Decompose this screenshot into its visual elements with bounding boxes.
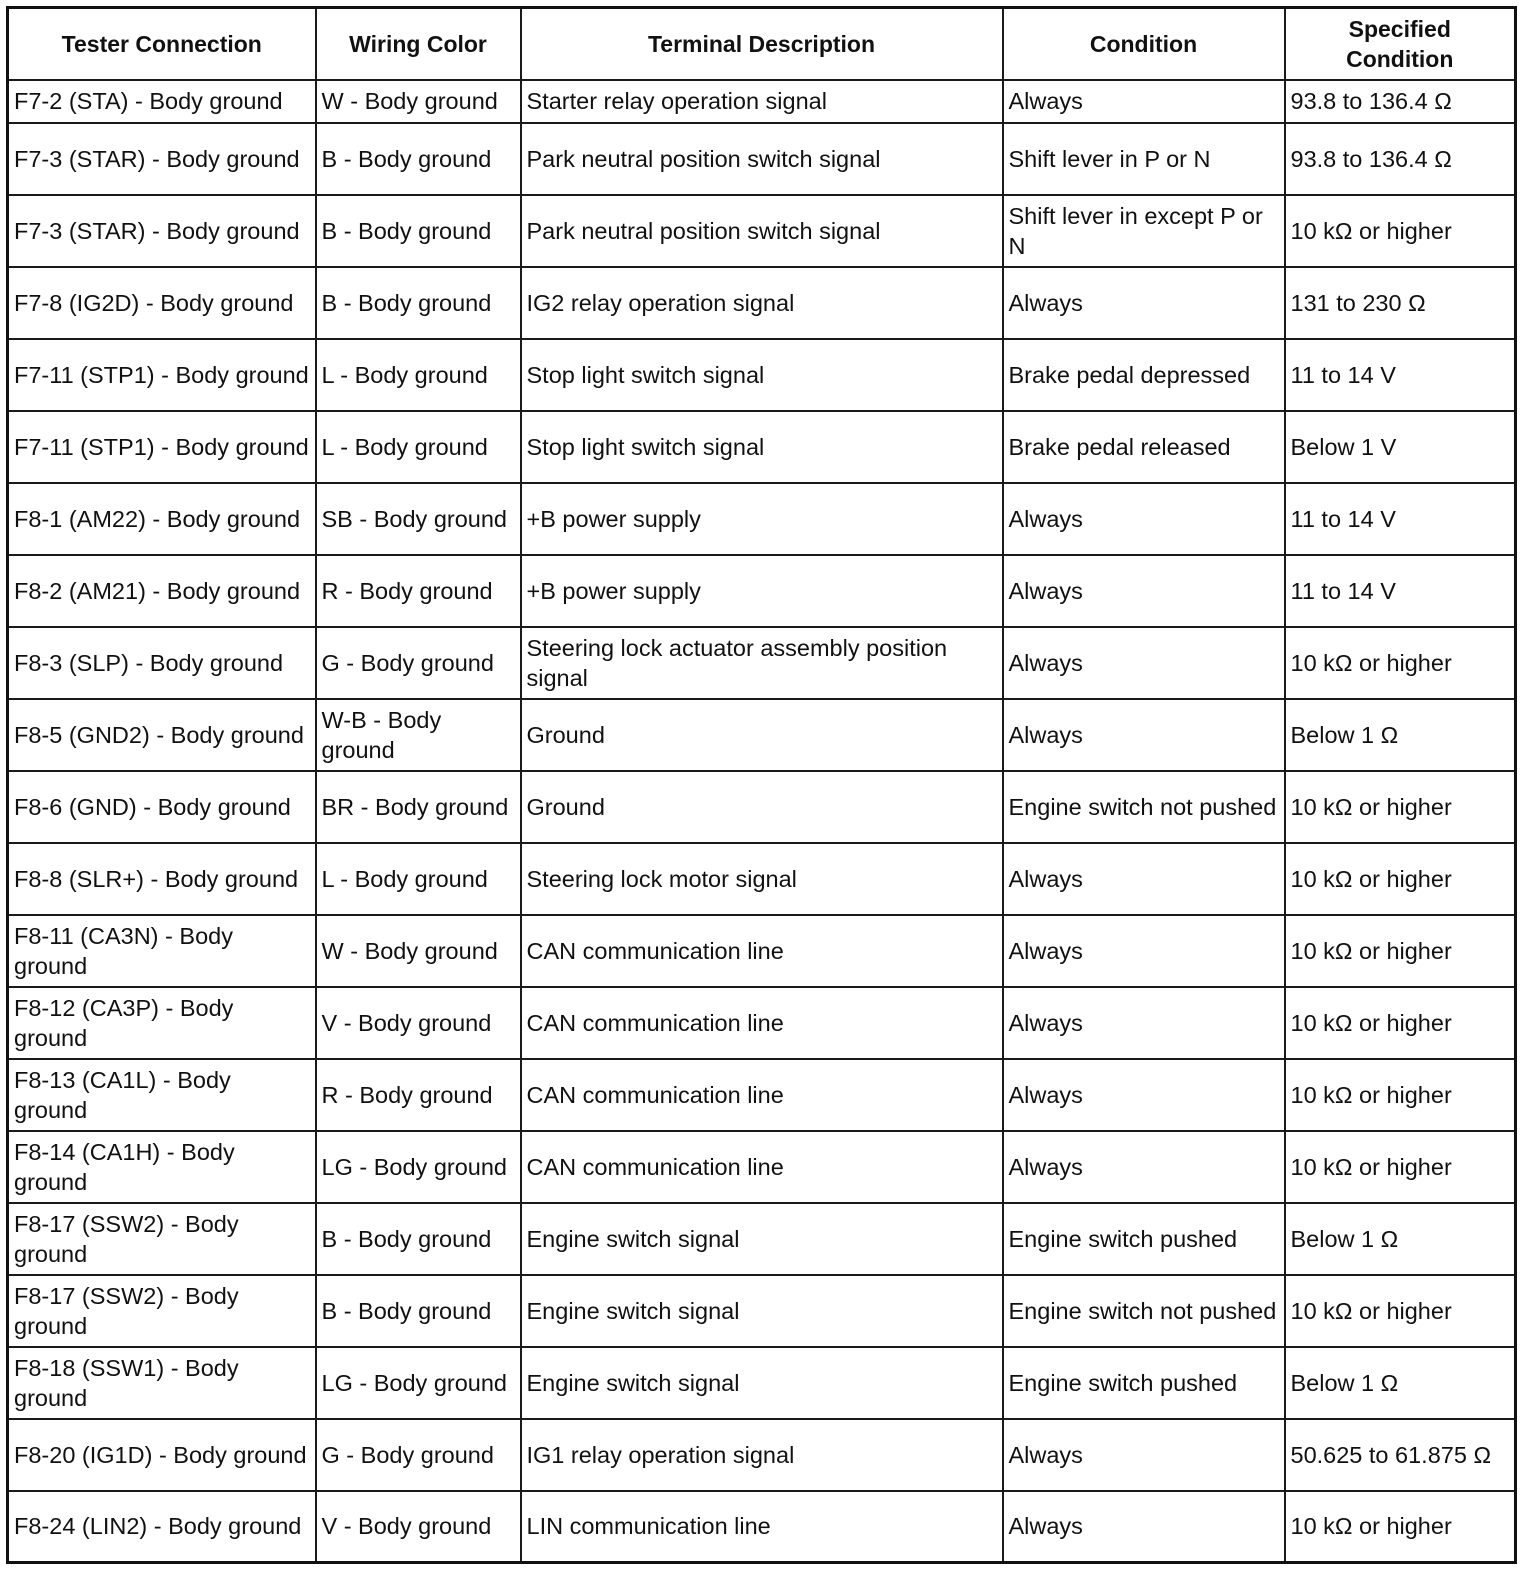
- table-row: [8, 1059, 1516, 1131]
- cell-terminal-description: Engine switch signal: [521, 1347, 1003, 1419]
- table-row: [8, 987, 1516, 1059]
- cell-terminal-description: LIN communication line: [521, 1491, 1003, 1563]
- header-condition: Condition: [1003, 8, 1285, 80]
- table-row: [8, 1491, 1516, 1563]
- table-row: [8, 1131, 1516, 1203]
- cell-wiring-color: L - Body ground: [316, 411, 521, 483]
- cell-wiring-color: SB - Body ground: [316, 483, 521, 555]
- cell-terminal-description: Ground: [521, 699, 1003, 771]
- cell-tester-connection: F8-12 (CA3P) - Body ground: [8, 987, 316, 1059]
- cell-tester-connection: F8-1 (AM22) - Body ground: [8, 483, 316, 555]
- cell-wiring-color: B - Body ground: [316, 1275, 521, 1347]
- table-row: [8, 771, 1516, 843]
- cell-terminal-description: Starter relay operation signal: [521, 80, 1003, 123]
- header-tester-connection: Tester Connection: [8, 8, 316, 80]
- cell-specified-condition: 131 to 230 Ω: [1285, 267, 1516, 339]
- cell-tester-connection: F7-11 (STP1) - Body ground: [8, 339, 316, 411]
- cell-condition: Shift lever in except P or N: [1003, 195, 1285, 267]
- cell-tester-connection: F8-17 (SSW2) - Body ground: [8, 1275, 316, 1347]
- cell-tester-connection: F8-14 (CA1H) - Body ground: [8, 1131, 316, 1203]
- cell-specified-condition: 11 to 14 V: [1285, 483, 1516, 555]
- cell-condition: Always: [1003, 1059, 1285, 1131]
- cell-condition: Always: [1003, 1131, 1285, 1203]
- cell-tester-connection: F8-20 (IG1D) - Body ground: [8, 1419, 316, 1491]
- cell-terminal-description: Park neutral position switch signal: [521, 123, 1003, 195]
- table-row: [8, 339, 1516, 411]
- cell-condition: Always: [1003, 843, 1285, 915]
- cell-condition: Always: [1003, 987, 1285, 1059]
- cell-specified-condition: Below 1 Ω: [1285, 1203, 1516, 1275]
- cell-tester-connection: F8-3 (SLP) - Body ground: [8, 627, 316, 699]
- table-row: [8, 267, 1516, 339]
- cell-wiring-color: G - Body ground: [316, 627, 521, 699]
- cell-condition: Always: [1003, 483, 1285, 555]
- cell-specified-condition: 10 kΩ or higher: [1285, 987, 1516, 1059]
- cell-condition: Always: [1003, 915, 1285, 987]
- cell-terminal-description: Stop light switch signal: [521, 411, 1003, 483]
- cell-terminal-description: IG2 relay operation signal: [521, 267, 1003, 339]
- cell-tester-connection: F8-6 (GND) - Body ground: [8, 771, 316, 843]
- cell-tester-connection: F8-2 (AM21) - Body ground: [8, 555, 316, 627]
- terminal-check-table: [6, 6, 1517, 1564]
- table-wrapper: [6, 6, 1514, 1564]
- cell-specified-condition: 10 kΩ or higher: [1285, 915, 1516, 987]
- table-row: [8, 123, 1516, 195]
- cell-terminal-description: +B power supply: [521, 483, 1003, 555]
- cell-wiring-color: B - Body ground: [316, 267, 521, 339]
- cell-tester-connection: F8-11 (CA3N) - Body ground: [8, 915, 316, 987]
- table-row: [8, 1347, 1516, 1419]
- cell-wiring-color: BR - Body ground: [316, 771, 521, 843]
- cell-wiring-color: R - Body ground: [316, 555, 521, 627]
- header-row: [8, 8, 1516, 80]
- cell-terminal-description: CAN communication line: [521, 987, 1003, 1059]
- table-header: [8, 8, 1516, 80]
- cell-terminal-description: Engine switch signal: [521, 1203, 1003, 1275]
- cell-terminal-description: Park neutral position switch signal: [521, 195, 1003, 267]
- cell-tester-connection: F7-8 (IG2D) - Body ground: [8, 267, 316, 339]
- cell-condition: Shift lever in P or N: [1003, 123, 1285, 195]
- cell-tester-connection: F8-17 (SSW2) - Body ground: [8, 1203, 316, 1275]
- cell-wiring-color: L - Body ground: [316, 339, 521, 411]
- table-row: [8, 1203, 1516, 1275]
- cell-wiring-color: W-B - Body ground: [316, 699, 521, 771]
- table-row: [8, 195, 1516, 267]
- cell-condition: Always: [1003, 699, 1285, 771]
- cell-tester-connection: F8-8 (SLR+) - Body ground: [8, 843, 316, 915]
- cell-condition: Brake pedal depressed: [1003, 339, 1285, 411]
- cell-condition: Engine switch pushed: [1003, 1203, 1285, 1275]
- cell-tester-connection: F8-18 (SSW1) - Body ground: [8, 1347, 316, 1419]
- cell-specified-condition: Below 1 Ω: [1285, 1347, 1516, 1419]
- cell-specified-condition: 10 kΩ or higher: [1285, 195, 1516, 267]
- cell-wiring-color: V - Body ground: [316, 987, 521, 1059]
- cell-wiring-color: B - Body ground: [316, 123, 521, 195]
- cell-wiring-color: LG - Body ground: [316, 1131, 521, 1203]
- cell-tester-connection: F8-13 (CA1L) - Body ground: [8, 1059, 316, 1131]
- cell-condition: Brake pedal released: [1003, 411, 1285, 483]
- cell-condition: Always: [1003, 1491, 1285, 1563]
- cell-specified-condition: 10 kΩ or higher: [1285, 1059, 1516, 1131]
- cell-tester-connection: F7-3 (STAR) - Body ground: [8, 195, 316, 267]
- cell-terminal-description: CAN communication line: [521, 1131, 1003, 1203]
- cell-terminal-description: CAN communication line: [521, 915, 1003, 987]
- table-row: [8, 1419, 1516, 1491]
- cell-specified-condition: 10 kΩ or higher: [1285, 627, 1516, 699]
- cell-specified-condition: 10 kΩ or higher: [1285, 843, 1516, 915]
- table-body: [8, 80, 1516, 1563]
- cell-wiring-color: B - Body ground: [316, 195, 521, 267]
- cell-condition: Always: [1003, 80, 1285, 123]
- header-wiring-color: Wiring Color: [316, 8, 521, 80]
- cell-wiring-color: W - Body ground: [316, 915, 521, 987]
- cell-terminal-description: Steering lock actuator assembly position signal: [521, 627, 1003, 699]
- cell-specified-condition: 10 kΩ or higher: [1285, 1491, 1516, 1563]
- table-row: [8, 699, 1516, 771]
- cell-condition: Always: [1003, 1419, 1285, 1491]
- cell-specified-condition: Below 1 Ω: [1285, 699, 1516, 771]
- cell-specified-condition: 93.8 to 136.4 Ω: [1285, 80, 1516, 123]
- cell-specified-condition: Below 1 V: [1285, 411, 1516, 483]
- cell-tester-connection: F8-5 (GND2) - Body ground: [8, 699, 316, 771]
- cell-condition: Always: [1003, 555, 1285, 627]
- cell-condition: Engine switch pushed: [1003, 1347, 1285, 1419]
- table-row: [8, 915, 1516, 987]
- table-row: [8, 843, 1516, 915]
- cell-specified-condition: 50.625 to 61.875 Ω: [1285, 1419, 1516, 1491]
- cell-specified-condition: 10 kΩ or higher: [1285, 771, 1516, 843]
- cell-terminal-description: Ground: [521, 771, 1003, 843]
- header-specified-condition: Specified Condition: [1285, 8, 1516, 80]
- cell-condition: Engine switch not pushed: [1003, 771, 1285, 843]
- cell-specified-condition: 11 to 14 V: [1285, 555, 1516, 627]
- cell-terminal-description: Steering lock motor signal: [521, 843, 1003, 915]
- table-row: [8, 483, 1516, 555]
- cell-wiring-color: L - Body ground: [316, 843, 521, 915]
- cell-specified-condition: 93.8 to 136.4 Ω: [1285, 123, 1516, 195]
- cell-tester-connection: F8-24 (LIN2) - Body ground: [8, 1491, 316, 1563]
- cell-wiring-color: B - Body ground: [316, 1203, 521, 1275]
- header-terminal-description: Terminal Description: [521, 8, 1003, 80]
- table-row: [8, 80, 1516, 123]
- cell-specified-condition: 11 to 14 V: [1285, 339, 1516, 411]
- cell-wiring-color: R - Body ground: [316, 1059, 521, 1131]
- cell-wiring-color: V - Body ground: [316, 1491, 521, 1563]
- cell-terminal-description: Engine switch signal: [521, 1275, 1003, 1347]
- cell-wiring-color: LG - Body ground: [316, 1347, 521, 1419]
- cell-tester-connection: F7-11 (STP1) - Body ground: [8, 411, 316, 483]
- table-row: [8, 1275, 1516, 1347]
- cell-terminal-description: IG1 relay operation signal: [521, 1419, 1003, 1491]
- cell-tester-connection: F7-2 (STA) - Body ground: [8, 80, 316, 123]
- cell-wiring-color: W - Body ground: [316, 80, 521, 123]
- cell-tester-connection: F7-3 (STAR) - Body ground: [8, 123, 316, 195]
- table-row: [8, 555, 1516, 627]
- cell-wiring-color: G - Body ground: [316, 1419, 521, 1491]
- cell-specified-condition: 10 kΩ or higher: [1285, 1275, 1516, 1347]
- cell-condition: Engine switch not pushed: [1003, 1275, 1285, 1347]
- table-row: [8, 411, 1516, 483]
- cell-terminal-description: Stop light switch signal: [521, 339, 1003, 411]
- cell-terminal-description: +B power supply: [521, 555, 1003, 627]
- cell-condition: Always: [1003, 627, 1285, 699]
- cell-specified-condition: 10 kΩ or higher: [1285, 1131, 1516, 1203]
- cell-terminal-description: CAN communication line: [521, 1059, 1003, 1131]
- cell-condition: Always: [1003, 267, 1285, 339]
- table-row: [8, 627, 1516, 699]
